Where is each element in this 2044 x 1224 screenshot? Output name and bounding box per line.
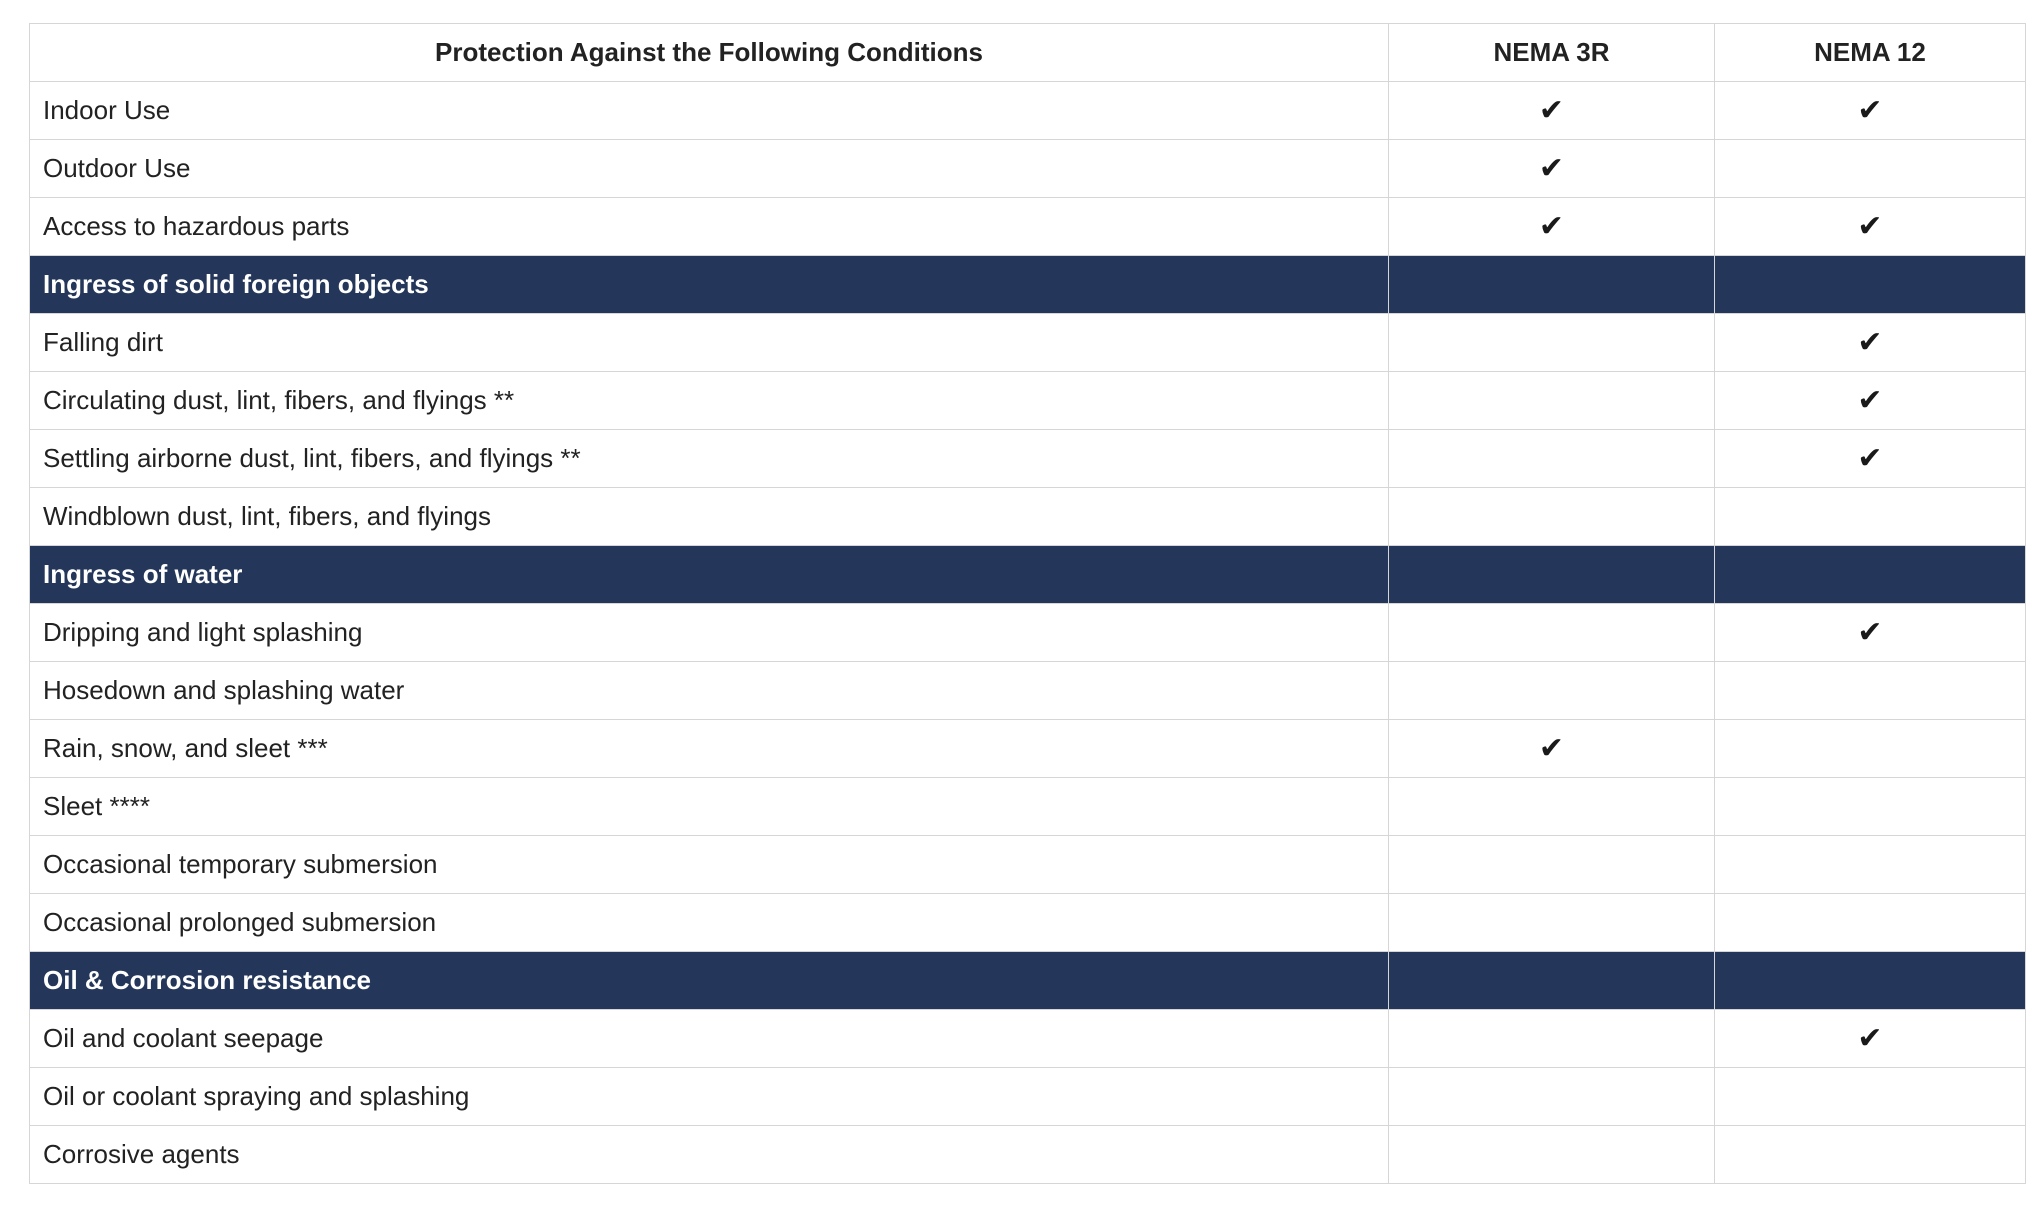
nema-12-cell	[1715, 836, 2026, 894]
table-row	[30, 140, 2026, 198]
condition-label: Oil and coolant seepage	[30, 1010, 1389, 1068]
nema-12-check-icon: ✔	[1715, 1010, 2026, 1068]
nema-12-check-icon: ✔	[1715, 430, 2026, 488]
nema-comparison-table	[29, 23, 2026, 1184]
condition-label: Sleet ****	[30, 778, 1389, 836]
section-nema-3r-cell	[1389, 546, 1715, 604]
nema-12-check-icon: ✔	[1715, 82, 2026, 140]
section-nema-3r-cell	[1389, 952, 1715, 1010]
table-row	[30, 836, 2026, 894]
nema-12-check-icon: ✔	[1715, 314, 2026, 372]
condition-label: Outdoor Use	[30, 140, 1389, 198]
section-header-row	[30, 952, 2026, 1010]
table-body	[30, 82, 2026, 1184]
section-nema-12-cell	[1715, 256, 2026, 314]
nema-12-check-icon: ✔	[1715, 198, 2026, 256]
nema-12-cell	[1715, 662, 2026, 720]
condition-label: Settling airborne dust, lint, fibers, and flyings **	[30, 430, 1389, 488]
condition-label: Hosedown and splashing water	[30, 662, 1389, 720]
nema-3r-cell	[1389, 430, 1715, 488]
nema-3r-cell	[1389, 1126, 1715, 1184]
nema-12-cell	[1715, 778, 2026, 836]
nema-3r-cell	[1389, 836, 1715, 894]
table-row	[30, 372, 2026, 430]
nema-12-cell	[1715, 1126, 2026, 1184]
section-header-row	[30, 546, 2026, 604]
nema-3r-check-icon: ✔	[1389, 198, 1715, 256]
table-row	[30, 430, 2026, 488]
condition-label: Circulating dust, lint, fibers, and flyings **	[30, 372, 1389, 430]
section-title: Oil & Corrosion resistance	[30, 952, 1389, 1010]
table-row	[30, 662, 2026, 720]
nema-comparison-table-container	[29, 23, 2026, 1184]
table-row	[30, 314, 2026, 372]
section-nema-12-cell	[1715, 952, 2026, 1010]
nema-12-cell	[1715, 1068, 2026, 1126]
table-row	[30, 488, 2026, 546]
table-row	[30, 82, 2026, 140]
condition-label: Access to hazardous parts	[30, 198, 1389, 256]
condition-label: Windblown dust, lint, fibers, and flyings	[30, 488, 1389, 546]
nema-12-cell	[1715, 720, 2026, 778]
table-row	[30, 894, 2026, 952]
nema-12-cell	[1715, 894, 2026, 952]
table-row	[30, 1068, 2026, 1126]
header-nema-12: NEMA 12	[1715, 24, 2026, 82]
nema-3r-check-icon: ✔	[1389, 720, 1715, 778]
condition-label: Dripping and light splashing	[30, 604, 1389, 662]
nema-3r-cell	[1389, 372, 1715, 430]
table-row	[30, 604, 2026, 662]
nema-3r-cell	[1389, 604, 1715, 662]
condition-label: Occasional prolonged submersion	[30, 894, 1389, 952]
section-nema-3r-cell	[1389, 256, 1715, 314]
section-header-row	[30, 256, 2026, 314]
nema-3r-cell	[1389, 894, 1715, 952]
nema-3r-cell	[1389, 778, 1715, 836]
section-title: Ingress of water	[30, 546, 1389, 604]
table-row	[30, 720, 2026, 778]
header-row	[30, 24, 2026, 82]
nema-12-check-icon: ✔	[1715, 372, 2026, 430]
nema-12-cell	[1715, 140, 2026, 198]
header-nema-3r: NEMA 3R	[1389, 24, 1715, 82]
table-row	[30, 1010, 2026, 1068]
table-row	[30, 198, 2026, 256]
nema-3r-cell	[1389, 314, 1715, 372]
table-row	[30, 778, 2026, 836]
condition-label: Falling dirt	[30, 314, 1389, 372]
condition-label: Rain, snow, and sleet ***	[30, 720, 1389, 778]
nema-3r-check-icon: ✔	[1389, 82, 1715, 140]
nema-3r-cell	[1389, 488, 1715, 546]
condition-label: Occasional temporary submersion	[30, 836, 1389, 894]
header-conditions: Protection Against the Following Conditions	[30, 24, 1389, 82]
section-title: Ingress of solid foreign objects	[30, 256, 1389, 314]
nema-3r-check-icon: ✔	[1389, 140, 1715, 198]
condition-label: Oil or coolant spraying and splashing	[30, 1068, 1389, 1126]
nema-12-cell	[1715, 488, 2026, 546]
nema-3r-cell	[1389, 1010, 1715, 1068]
section-nema-12-cell	[1715, 546, 2026, 604]
nema-3r-cell	[1389, 1068, 1715, 1126]
condition-label: Indoor Use	[30, 82, 1389, 140]
nema-3r-cell	[1389, 662, 1715, 720]
table-row	[30, 1126, 2026, 1184]
condition-label: Corrosive agents	[30, 1126, 1389, 1184]
nema-12-check-icon: ✔	[1715, 604, 2026, 662]
